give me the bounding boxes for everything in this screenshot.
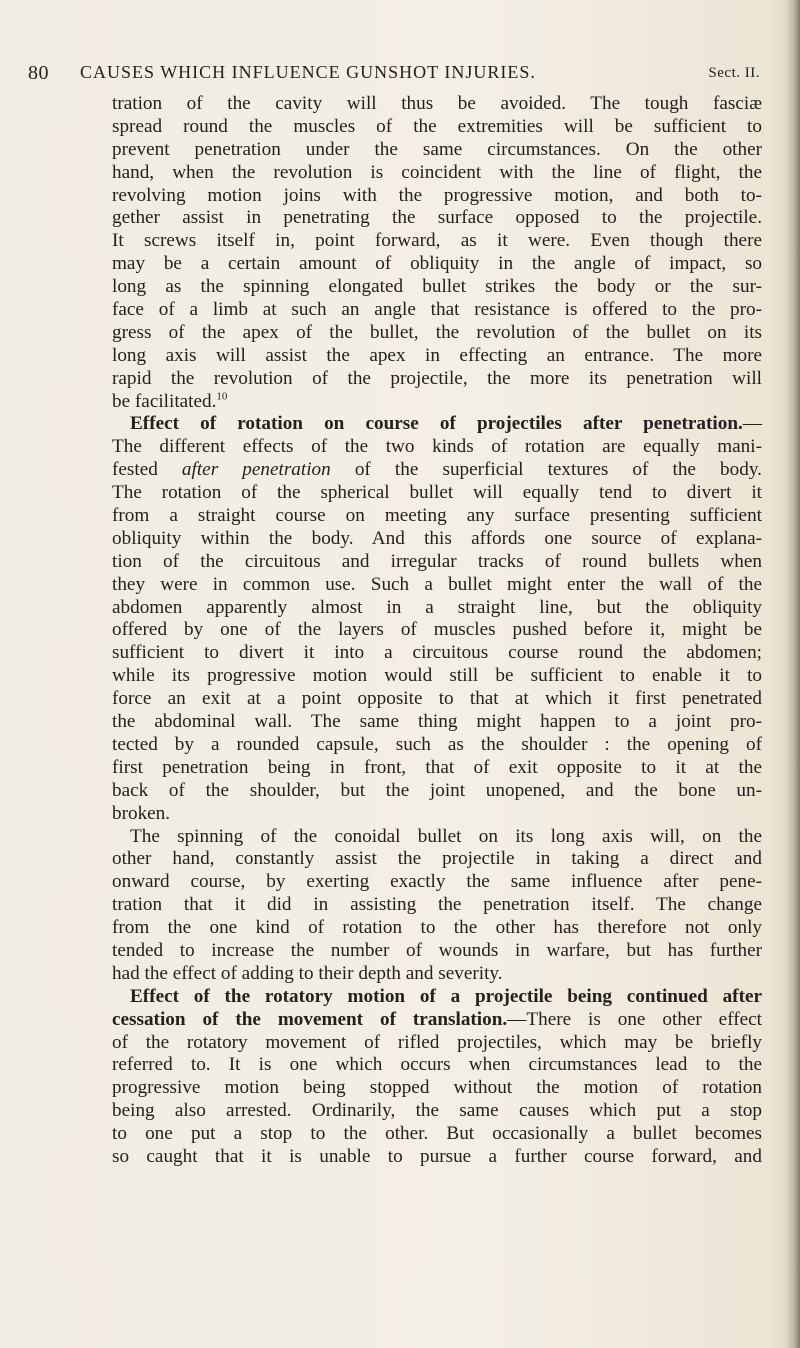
text-line: force an exit at a point opposite to that at which it first penetrated	[112, 688, 762, 710]
text-line: may be a certain amount of obliquity in the angle of impact, so	[112, 253, 762, 275]
section-heading: Effect of rotation on course of projectiles after penetration.	[130, 413, 743, 435]
text-line: tected by a rounded capsule, such as the shoulder : the opening of	[112, 733, 762, 755]
section-heading-continued: cessation of the movement of translation.	[112, 1008, 508, 1030]
text-line: they were in common use. Such a bullet might enter the wall of the	[112, 573, 762, 595]
text-line: gress of the apex of the bullet, the revolution of the bullet on its	[112, 321, 762, 343]
text-line	[112, 413, 762, 436]
text-line: obliquity within the body. And this affords one source of explana-	[112, 527, 762, 549]
text-line: tion of the circuitous and irregular tracks of round bullets when	[112, 550, 762, 572]
text-line: to one put a stop to the other. But occasionally a bullet becomes	[112, 1123, 762, 1145]
text-line: being also arrested. Ordinarily, the same causes which put a stop	[112, 1100, 762, 1122]
text-line: It screws itself in, point forward, as it were. Even though there	[112, 230, 762, 252]
text-line: so caught that it is unable to pursue a further course forward, and	[112, 1145, 762, 1167]
text-line: back of the shoulder, but the joint unopened, and the bone un-	[112, 779, 762, 801]
text-line: other hand, constantly assist the projectile in taking a direct and	[112, 848, 762, 870]
section-heading: Effect of the rotatory motion of a projectile being continued after	[130, 985, 762, 1007]
paragraph-end-text: be facilitated.	[112, 390, 217, 412]
text-line: spread round the muscles of the extremities will be sufficient to	[112, 115, 762, 137]
text-line: had the effect of adding to their depth and severity.	[112, 962, 503, 984]
text-line: of the rotatory movement of rifled projectiles, which may be briefly	[112, 1031, 762, 1053]
footnote-marker: 10	[216, 390, 228, 403]
heading-dash: —	[742, 413, 762, 435]
text-fragment: fested	[112, 459, 182, 481]
italic-phrase: after penetration	[181, 459, 331, 481]
text-line: offered by one of the layers of muscles pushed before it, might be	[112, 619, 762, 641]
text-fragment: —There is one other effect	[507, 1008, 762, 1030]
text-line: broken.	[112, 802, 171, 824]
text-line: face of a limb at such an angle that resistance is offered to the pro-	[112, 299, 762, 321]
text-line: rapid the revolution of the projectile, the more its penetration will	[112, 367, 762, 389]
text-line: gether assist in penetrating the surface opposed to the projectile.	[112, 207, 762, 229]
text-line	[112, 1009, 762, 1032]
text-line	[112, 459, 762, 482]
text-line: The different effects of the two kinds of rotation are equally mani-	[112, 436, 762, 458]
text-line: from the one kind of rotation to the other has therefore not only	[112, 917, 762, 939]
text-line: hand, when the revolution is coincident with the line of flight, the	[112, 161, 762, 183]
text-fragment: of the superficial textures of the body.	[330, 459, 762, 481]
body-text	[112, 93, 762, 1169]
text-line: long axis will assist the apex in effecting an entrance. The more	[112, 344, 762, 366]
text-line: tended to increase the number of wounds in warfare, but has further	[112, 939, 762, 961]
text-line: The spinning of the conoidal bullet on its long axis will, on the	[130, 825, 762, 847]
text-line: revolving motion joins with the progressive motion, and both to-	[112, 184, 762, 206]
text-line: referred to. It is one which occurs when circumstances lead to the	[112, 1054, 762, 1076]
page-edge-shadow	[786, 0, 800, 1348]
text-line: the abdominal wall. The same thing might happen to a joint pro-	[112, 711, 762, 733]
text-line: long as the spinning elongated bullet strikes the body or the sur-	[112, 276, 762, 298]
text-line: The rotation of the spherical bullet will equally tend to divert it	[112, 482, 762, 504]
text-line: while its progressive motion would still be sufficient to enable it to	[112, 665, 762, 687]
text-line	[112, 986, 762, 1009]
section-reference: Sect. II.	[708, 65, 760, 81]
running-header	[28, 60, 760, 90]
text-line: first penetration being in front, that of exit opposite to it at the	[112, 756, 762, 778]
text-line: tration of the cavity will thus be avoided. The tough fasciæ	[112, 93, 762, 114]
text-line: abdomen apparently almost in a straight line, but the obliquity	[112, 596, 762, 618]
page-number: 80	[28, 62, 49, 84]
text-line: tration that it did in assisting the penetration itself. The change	[112, 894, 762, 916]
text-line: sufficient to divert it into a circuitous course round the abdomen;	[112, 642, 762, 664]
text-line: onward course, by exerting exactly the same influence after pene-	[112, 871, 762, 893]
text-line: progressive motion being stopped without the motion of rotation	[112, 1077, 762, 1099]
text-line	[112, 391, 762, 414]
text-line: prevent penetration under the same circumstances. On the other	[112, 138, 762, 160]
running-title: CAUSES WHICH INFLUENCE GUNSHOT INJURIES.	[80, 62, 536, 82]
text-line: from a straight course on meeting any surface presenting sufficient	[112, 505, 762, 527]
